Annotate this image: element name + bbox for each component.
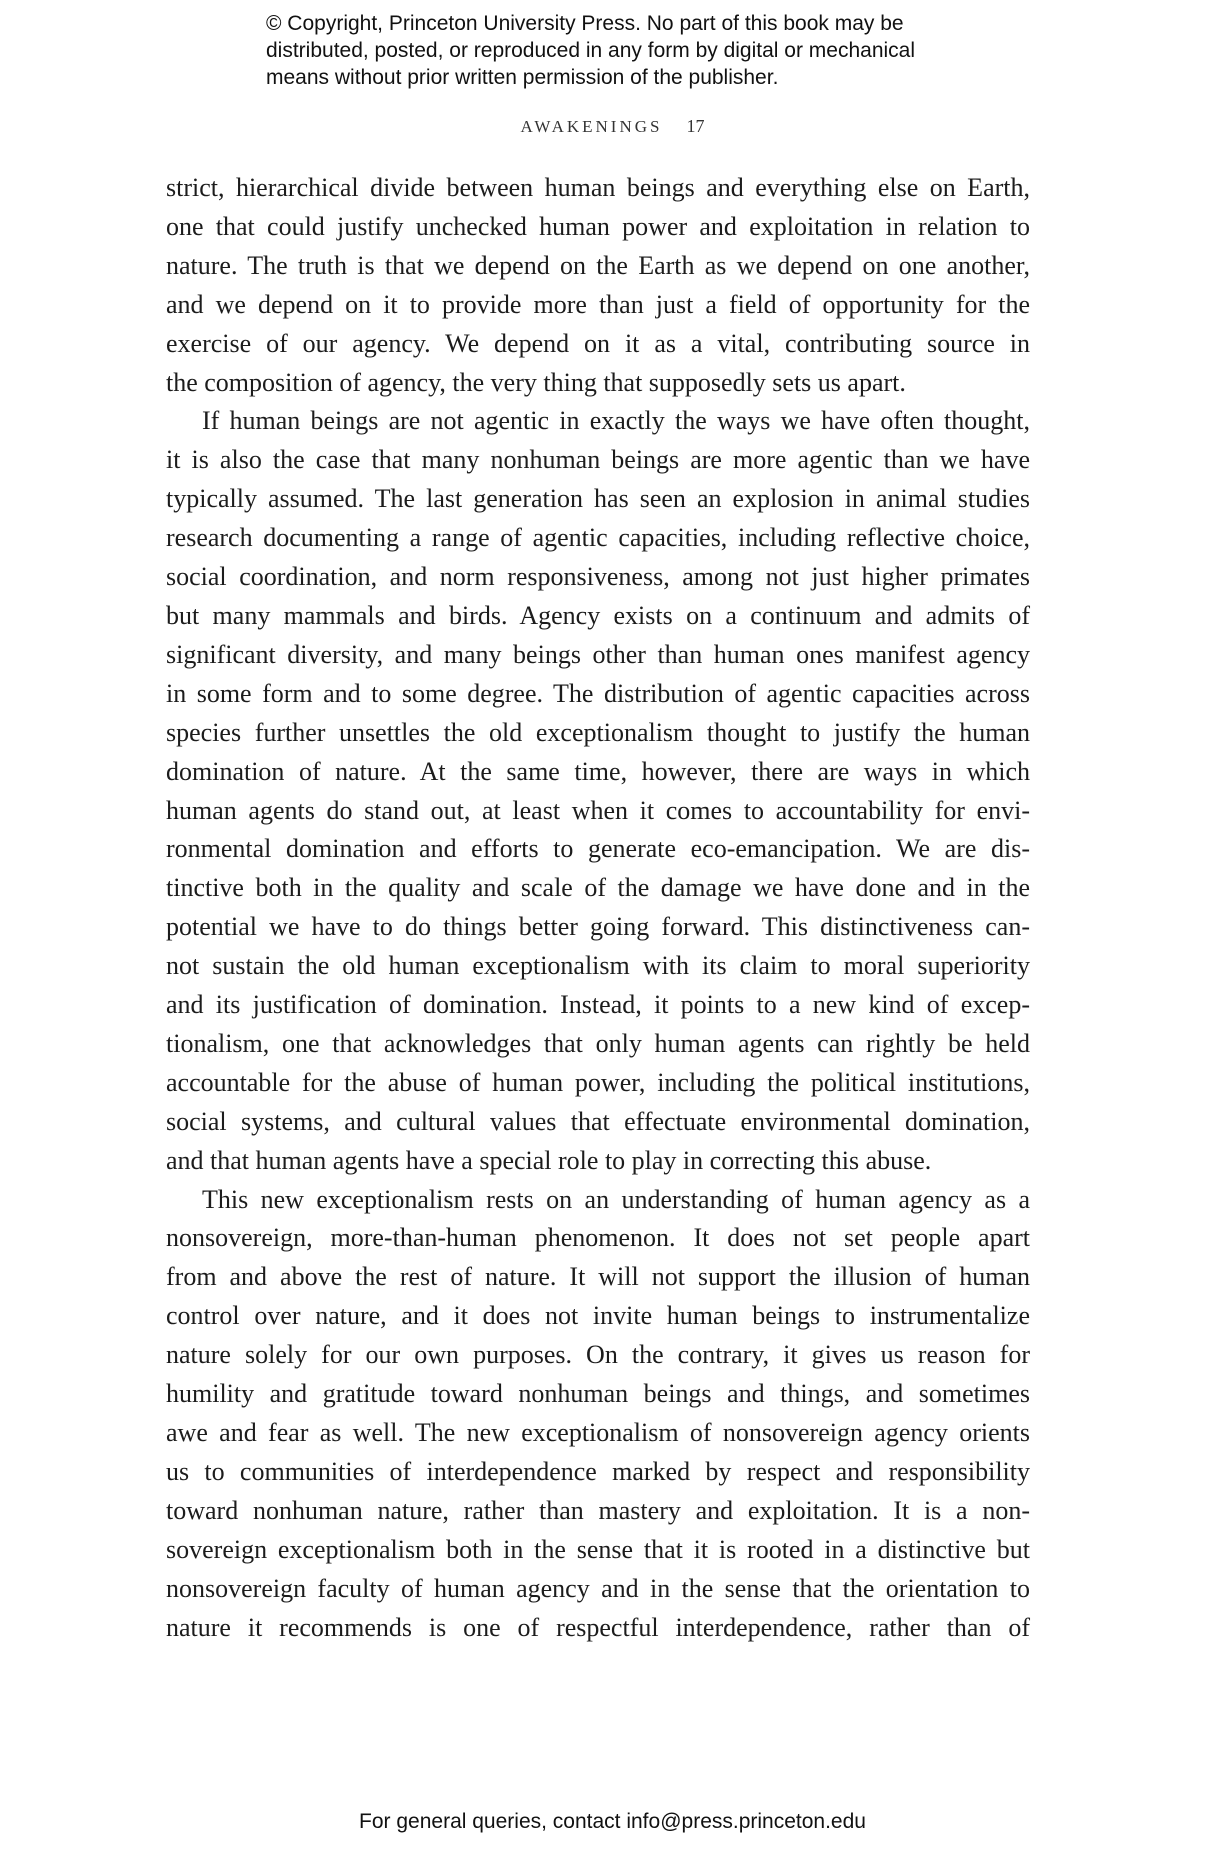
text-line: potential we have to do things better going forward. This distinctiveness can- [166,912,1030,942]
text-line: This new exceptionalism rests on an understanding of human agency as a [202,1184,1030,1214]
text-line: strict, hierarchical divide between human beings and everything else on Earth, [166,173,1030,202]
text-line: human agents do stand out, at least when it comes to accountability for envi- [166,795,1030,825]
text-line: species further unsettles the old exceptionalism thought to justify the human [166,717,1030,747]
text-line: nature it recommends is one of respectful interdependence, rather than of [166,1612,1030,1642]
paragraph [166,169,1030,402]
text-line: and we depend on it to provide more than just a field of opportunity for the [166,289,1030,319]
text-line: nature solely for our own purposes. On the contrary, it gives us reason for [166,1340,1030,1370]
text-line: and that human agents have a special role to play in correcting this abuse. [166,1145,932,1175]
copyright-notice [266,10,1026,91]
page-number: 17 [686,116,705,136]
copyright-line: means without prior written permission of the publisher. [266,66,779,89]
text-line: in some form and to some degree. The distribution of agentic capacities across [166,678,1030,708]
text-line: ronmental domination and efforts to generate eco-emancipation. We are dis- [166,834,1030,864]
running-head [0,116,1225,137]
text-line: tinctive both in the quality and scale of the damage we have done and in the [166,873,1030,903]
text-line: domination of nature. At the same time, however, there are ways in which [166,756,1030,786]
text-line: significant diversity, and many beings other than human ones manifest agency [166,639,1030,669]
text-line: control over nature, and it does not invite human beings to instrumentalize [166,1301,1030,1331]
text-line: from and above the rest of nature. It will not support the illusion of human [166,1262,1030,1292]
text-line: social coordination, and norm responsiveness, among not just higher primates [166,562,1030,592]
running-head-title: AWAKENINGS [520,117,663,136]
text-line: exercise of our agency. We depend on it as a vital, contributing source in [166,328,1030,358]
text-line: nonsovereign, more-than-human phenomenon. It does not set people apart [166,1223,1030,1253]
body-text [166,169,1030,1647]
text-line: humility and gratitude toward nonhuman beings and things, and sometimes [166,1379,1030,1409]
text-line: toward nonhuman nature, rather than mastery and exploitation. It is a non- [166,1495,1030,1525]
text-line: tionalism, one that acknowledges that only human agents can rightly be held [166,1028,1030,1058]
text-line: but many mammals and birds. Agency exists on a continuum and admits of [166,600,1030,630]
text-line: not sustain the old human exceptionalism with its claim to moral superiority [166,951,1030,981]
copyright-line: distributed, posted, or reproduced in any form by digital or mechanical [266,39,916,62]
text-line: typically assumed. The last generation has seen an explosion in animal studies [166,484,1030,514]
text-line: nature. The truth is that we depend on the Earth as we depend on one another, [166,250,1030,280]
copyright-line: © Copyright, Princeton University Press. No part of this book may be [266,12,904,35]
text-line: awe and fear as well. The new exceptionalism of nonsovereign agency orients [166,1418,1030,1447]
text-line: research documenting a range of agentic capacities, including reflective choice, [166,523,1030,553]
text-line: sovereign exceptionalism both in the sense that it is rooted in a distinctive but [166,1534,1030,1564]
footer-contact: For general queries, contact info@press.princeton.edu [359,1810,866,1833]
paragraph [166,1181,1030,1648]
text-line: it is also the case that many nonhuman beings are more agentic than we have [166,445,1030,475]
paragraph [166,402,1030,1180]
text-line: nonsovereign faculty of human agency and in the sense that the orientation to [166,1573,1030,1603]
text-line: one that could justify unchecked human power and exploitation in relation to [166,211,1030,241]
text-line: If human beings are not agentic in exactly the ways we have often thought, [202,406,1030,436]
text-line: the composition of agency, the very thing that supposedly sets us apart. [166,367,906,397]
text-line: us to communities of interdependence marked by respect and responsibility [166,1456,1030,1486]
text-line: and its justification of domination. Instead, it points to a new kind of excep- [166,990,1030,1020]
text-line: accountable for the abuse of human power, including the political institutions, [166,1067,1030,1097]
text-line: social systems, and cultural values that effectuate environmental domination, [166,1106,1030,1136]
